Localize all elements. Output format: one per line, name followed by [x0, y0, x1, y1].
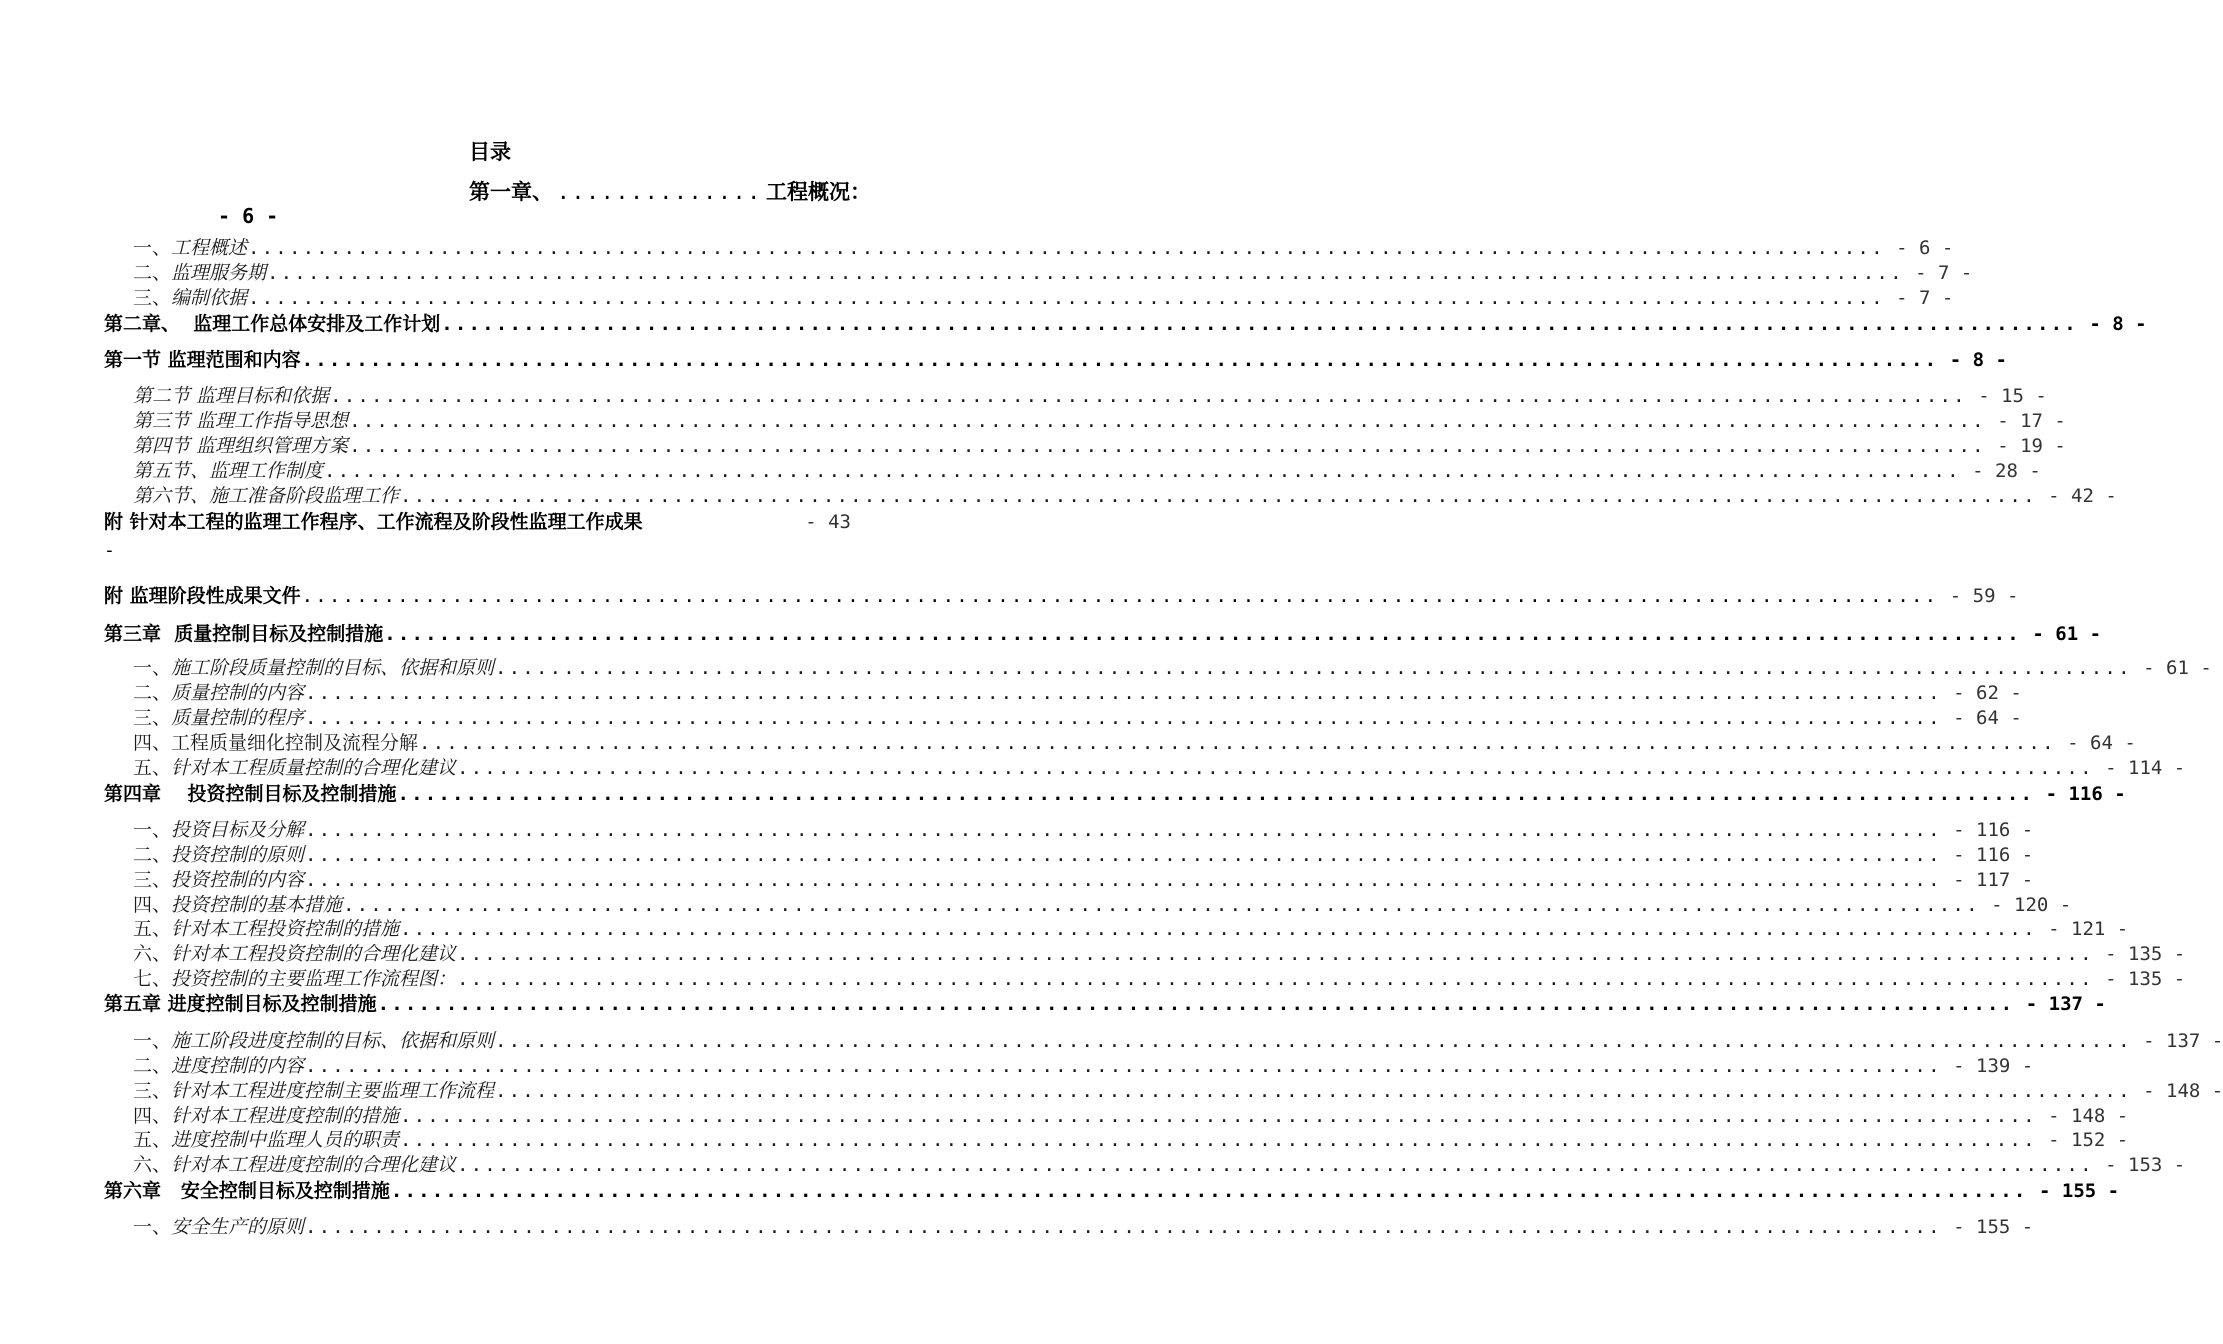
toc-entry-number: 一、: [133, 819, 172, 841]
toc-entry-label: [133, 917, 399, 942]
toc-entry-page: - 61 -: [2131, 657, 2212, 679]
toc-entry-page: - 137 -: [2014, 993, 2106, 1015]
toc-entry[interactable]: [133, 681, 2022, 706]
toc-entry[interactable]: [133, 868, 2034, 893]
toc-entry[interactable]: [104, 1177, 2120, 1205]
toc-entry-number: 二、: [133, 844, 172, 866]
toc-entry-label: [104, 508, 643, 536]
toc-entry[interactable]: [133, 1029, 2223, 1054]
toc-entry[interactable]: [133, 656, 2212, 681]
toc-entry-page: - 148 -: [2036, 1105, 2129, 1127]
toc-entry[interactable]: [133, 1153, 2186, 1178]
toc-entry-page: - 15 -: [1966, 385, 2047, 407]
toc-entry-text: 监理服务期: [171, 262, 267, 284]
toc-entry-text: 进度控制中监理人员的职责: [171, 1129, 400, 1151]
toc-entry-number: 二、: [133, 262, 172, 284]
toc-entry-text: 编制依据: [171, 287, 248, 309]
toc-entry-leader: ........................................................................................................................: [248, 237, 1885, 259]
toc-entry-label: [133, 656, 494, 681]
toc-entry-label: [133, 1054, 304, 1079]
toc-entry-leader: ........................................................................................................................: [495, 1030, 2132, 1052]
toc-entry[interactable]: [104, 582, 2019, 610]
chapter1-page-number: - 6 -: [218, 204, 279, 228]
toc-entry[interactable]: [133, 967, 2186, 992]
wrap-dash: -: [104, 540, 115, 561]
toc-entry[interactable]: [104, 780, 2126, 808]
toc-entry[interactable]: [133, 843, 2034, 868]
toc-entry-text: 安全生产的原则: [171, 1216, 305, 1238]
toc-entry[interactable]: [133, 706, 2022, 731]
toc-entry-number: 三、: [133, 287, 172, 309]
toc-entry-label: [104, 620, 383, 648]
toc-entry-label: [133, 459, 323, 484]
toc-entry[interactable]: [104, 310, 2147, 338]
toc-entry-number: 附: [104, 511, 124, 533]
toc-entry-text: 投资控制目标及控制措施: [161, 783, 397, 805]
toc-entry-label: [133, 1029, 494, 1054]
toc-entry-page: - 116 -: [2034, 783, 2126, 805]
toc-entry-text: 监理工作制度: [209, 460, 324, 482]
toc-entry-leader: ........................................................................................................................: [305, 844, 1942, 866]
toc-entry-page: - 19 -: [1985, 435, 2066, 457]
toc-entry-number: 第六节、: [133, 485, 210, 507]
toc-entry[interactable]: [133, 731, 2136, 756]
toc-entry-text: 工程概述: [171, 237, 248, 259]
toc-entry-leader: ........................................................................................................................: [390, 1180, 2028, 1202]
toc-entry-page: - 7 -: [1903, 262, 1973, 284]
toc-entry-leader: ........................................................................................................................: [267, 262, 1904, 284]
chapter1-heading[interactable]: [469, 176, 872, 206]
chapter1-label: 第一章、: [469, 180, 553, 204]
toc-entry-label: [104, 990, 377, 1018]
toc-entry-page: - 153 -: [2093, 1154, 2186, 1176]
toc-entry-text: 施工阶段进度控制的目标、依据和原则: [171, 1030, 495, 1052]
toc-entry-text: 针对本工程的监理工作程序、工作流程及阶段性监理工作成果: [123, 511, 643, 533]
toc-entry-page: - 135 -: [2093, 943, 2186, 965]
toc-entry[interactable]: [133, 409, 2066, 434]
toc-entry-label: [104, 1177, 390, 1205]
toc-entry-number: 四、: [133, 1105, 172, 1127]
toc-entry-page: - 120 -: [1979, 894, 2072, 916]
toc-entry-leader: ........................................................................................................................: [495, 1080, 2132, 1102]
toc-entry[interactable]: [133, 1079, 2223, 1104]
toc-entry-text: 针对本工程进度控制的措施: [171, 1105, 400, 1127]
toc-entry-text: 针对本工程进度控制的合理化建议: [171, 1154, 457, 1176]
toc-title: 目录: [469, 140, 511, 164]
toc-entry-number: 四、: [133, 894, 172, 916]
toc-entry-number: 四、: [133, 732, 172, 754]
toc-entry[interactable]: [133, 942, 2186, 967]
toc-entry-label: [133, 1153, 456, 1178]
toc-entry-leader: ........................................................................................................................: [349, 410, 1986, 432]
toc-entry-page: - 43: [793, 511, 851, 533]
toc-entry-number: 第二章、: [104, 313, 181, 335]
toc-entry-leader: ........................................................................................................................: [324, 460, 1961, 482]
toc-entry-leader: ........................................................................................................................: [301, 585, 1939, 607]
toc-entry-leader: ........................................................................................................................: [377, 993, 2015, 1015]
toc-entry-label: [133, 409, 348, 434]
toc-entry[interactable]: [133, 1054, 2034, 1079]
toc-entry-page: - 28 -: [1960, 460, 2041, 482]
toc-entry[interactable]: [133, 1104, 2129, 1129]
toc-entry-text: 针对本工程投资控制的合理化建议: [171, 943, 457, 965]
toc-entry-page: - 62 -: [1941, 682, 2022, 704]
toc-entry-leader: ........................................................................................................................: [343, 894, 1980, 916]
toc-entry-number: 二、: [133, 682, 172, 704]
toc-entry-number: 第五节、: [133, 460, 210, 482]
toc-entry-text: 监理目标和依据: [190, 385, 330, 407]
toc-entry-number: 第四节: [133, 435, 191, 457]
toc-entry-leader: ........................................................................................................................: [457, 757, 2094, 779]
toc-entry-text: 进度控制的内容: [171, 1055, 305, 1077]
toc-entry[interactable]: [104, 508, 851, 536]
toc-entry-label: [133, 1104, 399, 1129]
toc-entry[interactable]: [133, 261, 1973, 286]
toc-entry-label: [133, 261, 266, 286]
toc-entry-page: - 8 -: [2077, 313, 2147, 335]
toc-entry-page: - 64 -: [2055, 732, 2136, 754]
toc-entry-text: 监理工作总体安排及工作计划: [180, 313, 441, 335]
toc-entry-leader: ........................................................................................................................: [457, 968, 2094, 990]
toc-entry-page: - 139 -: [1941, 1055, 2034, 1077]
toc-entry-text: 监理工作指导思想: [190, 410, 349, 432]
toc-entry-page: - 17 -: [1985, 410, 2066, 432]
toc-entry-label: [133, 893, 342, 918]
toc-entry-page: - 116 -: [1941, 819, 2034, 841]
toc-entry-text: 投资控制的内容: [171, 869, 305, 891]
toc-entry-leader: ........................................................................................................................: [301, 349, 1939, 371]
toc-entry-leader: ........................................................................................................................: [441, 313, 2078, 335]
toc-entry-number: 三、: [133, 869, 172, 891]
toc-entry-page: - 114 -: [2093, 757, 2186, 779]
toc-entry-page: - 148 -: [2131, 1080, 2223, 1102]
toc-entry[interactable]: [104, 620, 2102, 648]
toc-entry-number: 一、: [133, 1030, 172, 1052]
toc-entry-number: 附: [104, 585, 124, 607]
toc-entry-number: 第四章: [104, 783, 162, 805]
toc-entry-text: 工程质量细化控制及流程分解: [171, 732, 419, 754]
toc-entry-page: - 121 -: [2036, 918, 2129, 940]
toc-entry-label: [133, 286, 247, 311]
toc-entry-page: - 117 -: [1941, 869, 2034, 891]
toc-entry-page: - 152 -: [2036, 1129, 2129, 1151]
toc-entry-label: [104, 346, 301, 374]
toc-entry-number: 一、: [133, 237, 172, 259]
toc-entry-leader: ........................................................................................................................: [349, 435, 1986, 457]
toc-entry-page: - 155 -: [1941, 1216, 2034, 1238]
toc-entry-text: 质量控制的内容: [171, 682, 305, 704]
toc-entry[interactable]: [133, 384, 2047, 409]
toc-entry[interactable]: [133, 893, 2072, 918]
toc-entry-text: 安全控制目标及控制措施: [161, 1180, 390, 1202]
toc-entry[interactable]: [104, 990, 2106, 1018]
toc-entry-page: - 61 -: [2020, 623, 2102, 645]
toc-entry-label: [133, 756, 456, 781]
toc-entry-label: [133, 967, 456, 992]
toc-entry-leader: ........................................................................................................................: [305, 869, 1942, 891]
toc-entry-page: - 7 -: [1884, 287, 1954, 309]
toc-entry[interactable]: [133, 818, 2034, 843]
toc-entry[interactable]: [133, 1215, 2034, 1240]
toc-entry-number: 七、: [133, 968, 172, 990]
toc-entry-leader: ........................................................................................................................: [305, 1055, 1942, 1077]
toc-entry-page: - 155 -: [2027, 1180, 2120, 1202]
toc-entry-text: 进度控制目标及控制措施: [161, 993, 377, 1015]
toc-entry-label: [133, 434, 348, 459]
toc-entry-text: 针对本工程进度控制主要监理工作流程: [171, 1080, 495, 1102]
toc-entry-text: 施工阶段质量控制的目标、依据和原则: [171, 657, 495, 679]
toc-entry-number: 二、: [133, 1055, 172, 1077]
toc-entry-label: [133, 236, 247, 261]
toc-entry-label: [133, 484, 399, 509]
toc-entry[interactable]: [133, 756, 2186, 781]
toc-entry-leader: ........................................................................................................................: [495, 657, 2132, 679]
toc-entry-number: 六、: [133, 1154, 172, 1176]
toc-entry-number: 第一节: [104, 349, 162, 371]
toc-entry[interactable]: [133, 236, 1954, 261]
toc-entry-label: [133, 1079, 494, 1104]
toc-entry-label: [133, 942, 456, 967]
toc-entry-leader: ........................................................................................................................: [397, 783, 2035, 805]
chapter1-dots: ..............: [557, 180, 763, 204]
toc-entry-page: - 59 -: [1938, 585, 2019, 607]
toc-entry[interactable]: [133, 459, 2041, 484]
toc-entry-number: 五、: [133, 1129, 172, 1151]
toc-entry-text: 针对本工程投资控制的措施: [171, 918, 400, 940]
toc-entry-number: 一、: [133, 657, 172, 679]
toc-entry[interactable]: [133, 434, 2066, 459]
toc-entry-label: [133, 818, 304, 843]
toc-entry-label: [133, 868, 304, 893]
toc-entry-label: [133, 843, 304, 868]
toc-entry-label: [133, 384, 329, 409]
toc-entry-label: [133, 681, 304, 706]
toc-entry-label: [104, 582, 301, 610]
toc-entry-text: 质量控制的程序: [171, 707, 305, 729]
toc-entry-text: 投资控制的原则: [171, 844, 305, 866]
toc-entry-number: 第六章: [104, 1180, 162, 1202]
toc-entry-number: 三、: [133, 1080, 172, 1102]
toc-entry-text: 投资控制的主要监理工作流程图：: [171, 968, 457, 990]
toc-entry-number: 第五章: [104, 993, 162, 1015]
toc-entry-leader: ........................................................................................................................: [305, 819, 1942, 841]
toc-entry-text: 监理范围和内容: [161, 349, 301, 371]
toc-entry-label: [104, 780, 396, 808]
toc-entry-page: - 8 -: [1938, 349, 2007, 371]
toc-entry-number: 五、: [133, 757, 172, 779]
toc-entry-number: 第三章: [104, 623, 162, 645]
toc-entry-number: 第二节: [133, 385, 191, 407]
toc-entry[interactable]: [133, 1128, 2129, 1153]
toc-entry-leader: ........................................................................................................................: [419, 732, 2056, 754]
toc-entry-number: 三、: [133, 707, 172, 729]
toc-entry-leader: ........................................................................................................................: [457, 943, 2094, 965]
toc-entry-text: 监理组织管理方案: [190, 435, 349, 457]
toc-entry-page: - 116 -: [1941, 844, 2034, 866]
toc-entry-leader: ........................................................................................................................: [400, 918, 2037, 940]
toc-entry-page: - 6 -: [1884, 237, 1954, 259]
toc-entry-label: [133, 731, 418, 756]
toc-entry-leader: ........................................................................................................................: [305, 707, 1942, 729]
toc-entry-number: 第三节: [133, 410, 191, 432]
toc-entry-leader: ........................................................................................................................: [248, 287, 1885, 309]
toc-entry-text: 针对本工程质量控制的合理化建议: [171, 757, 457, 779]
toc-entry-text: 投资目标及分解: [171, 819, 305, 841]
toc-entry-page: - 42 -: [2036, 485, 2117, 507]
toc-entry-page: - 64 -: [1941, 707, 2022, 729]
toc-entry-number: 六、: [133, 943, 172, 965]
toc-entry-text: 投资控制的基本措施: [171, 894, 343, 916]
toc-entry-leader: ........................................................................................................................: [330, 385, 1967, 407]
toc-entry-leader: ........................................................................................................................: [400, 1105, 2037, 1127]
toc-entry-leader: ........................................................................................................................: [400, 485, 2037, 507]
toc-entry-text: 质量控制目标及控制措施: [161, 623, 384, 645]
toc-entry-label: [104, 310, 440, 338]
toc-entry-page: - 137 -: [2131, 1030, 2223, 1052]
toc-entry-leader: ........................................................................................................................: [457, 1154, 2094, 1176]
toc-entry-text: 施工准备阶段监理工作: [209, 485, 400, 507]
toc-entry-leader: ........................................................................................................................: [305, 1216, 1942, 1238]
toc-entry-label: [133, 1128, 399, 1153]
chapter1-title: 工程概况：: [766, 180, 872, 204]
toc-entry-leader: ........................................................................................................................: [305, 682, 1942, 704]
toc-entry-label: [133, 706, 304, 731]
toc-entry[interactable]: [133, 917, 2129, 942]
toc-entry-page: - 135 -: [2093, 968, 2186, 990]
toc-entry[interactable]: [104, 346, 2007, 374]
toc-entry-text: 监理阶段性成果文件: [123, 585, 301, 607]
toc-entry-number: 五、: [133, 918, 172, 940]
toc-entry[interactable]: [133, 484, 2117, 509]
toc-entry-leader: ........................................................................................................................: [384, 623, 2021, 645]
toc-entry-leader: ........................................................................................................................: [400, 1129, 2037, 1151]
toc-entry-label: [133, 1215, 304, 1240]
toc-entry-number: 一、: [133, 1216, 172, 1238]
toc-entry[interactable]: [133, 286, 1954, 311]
